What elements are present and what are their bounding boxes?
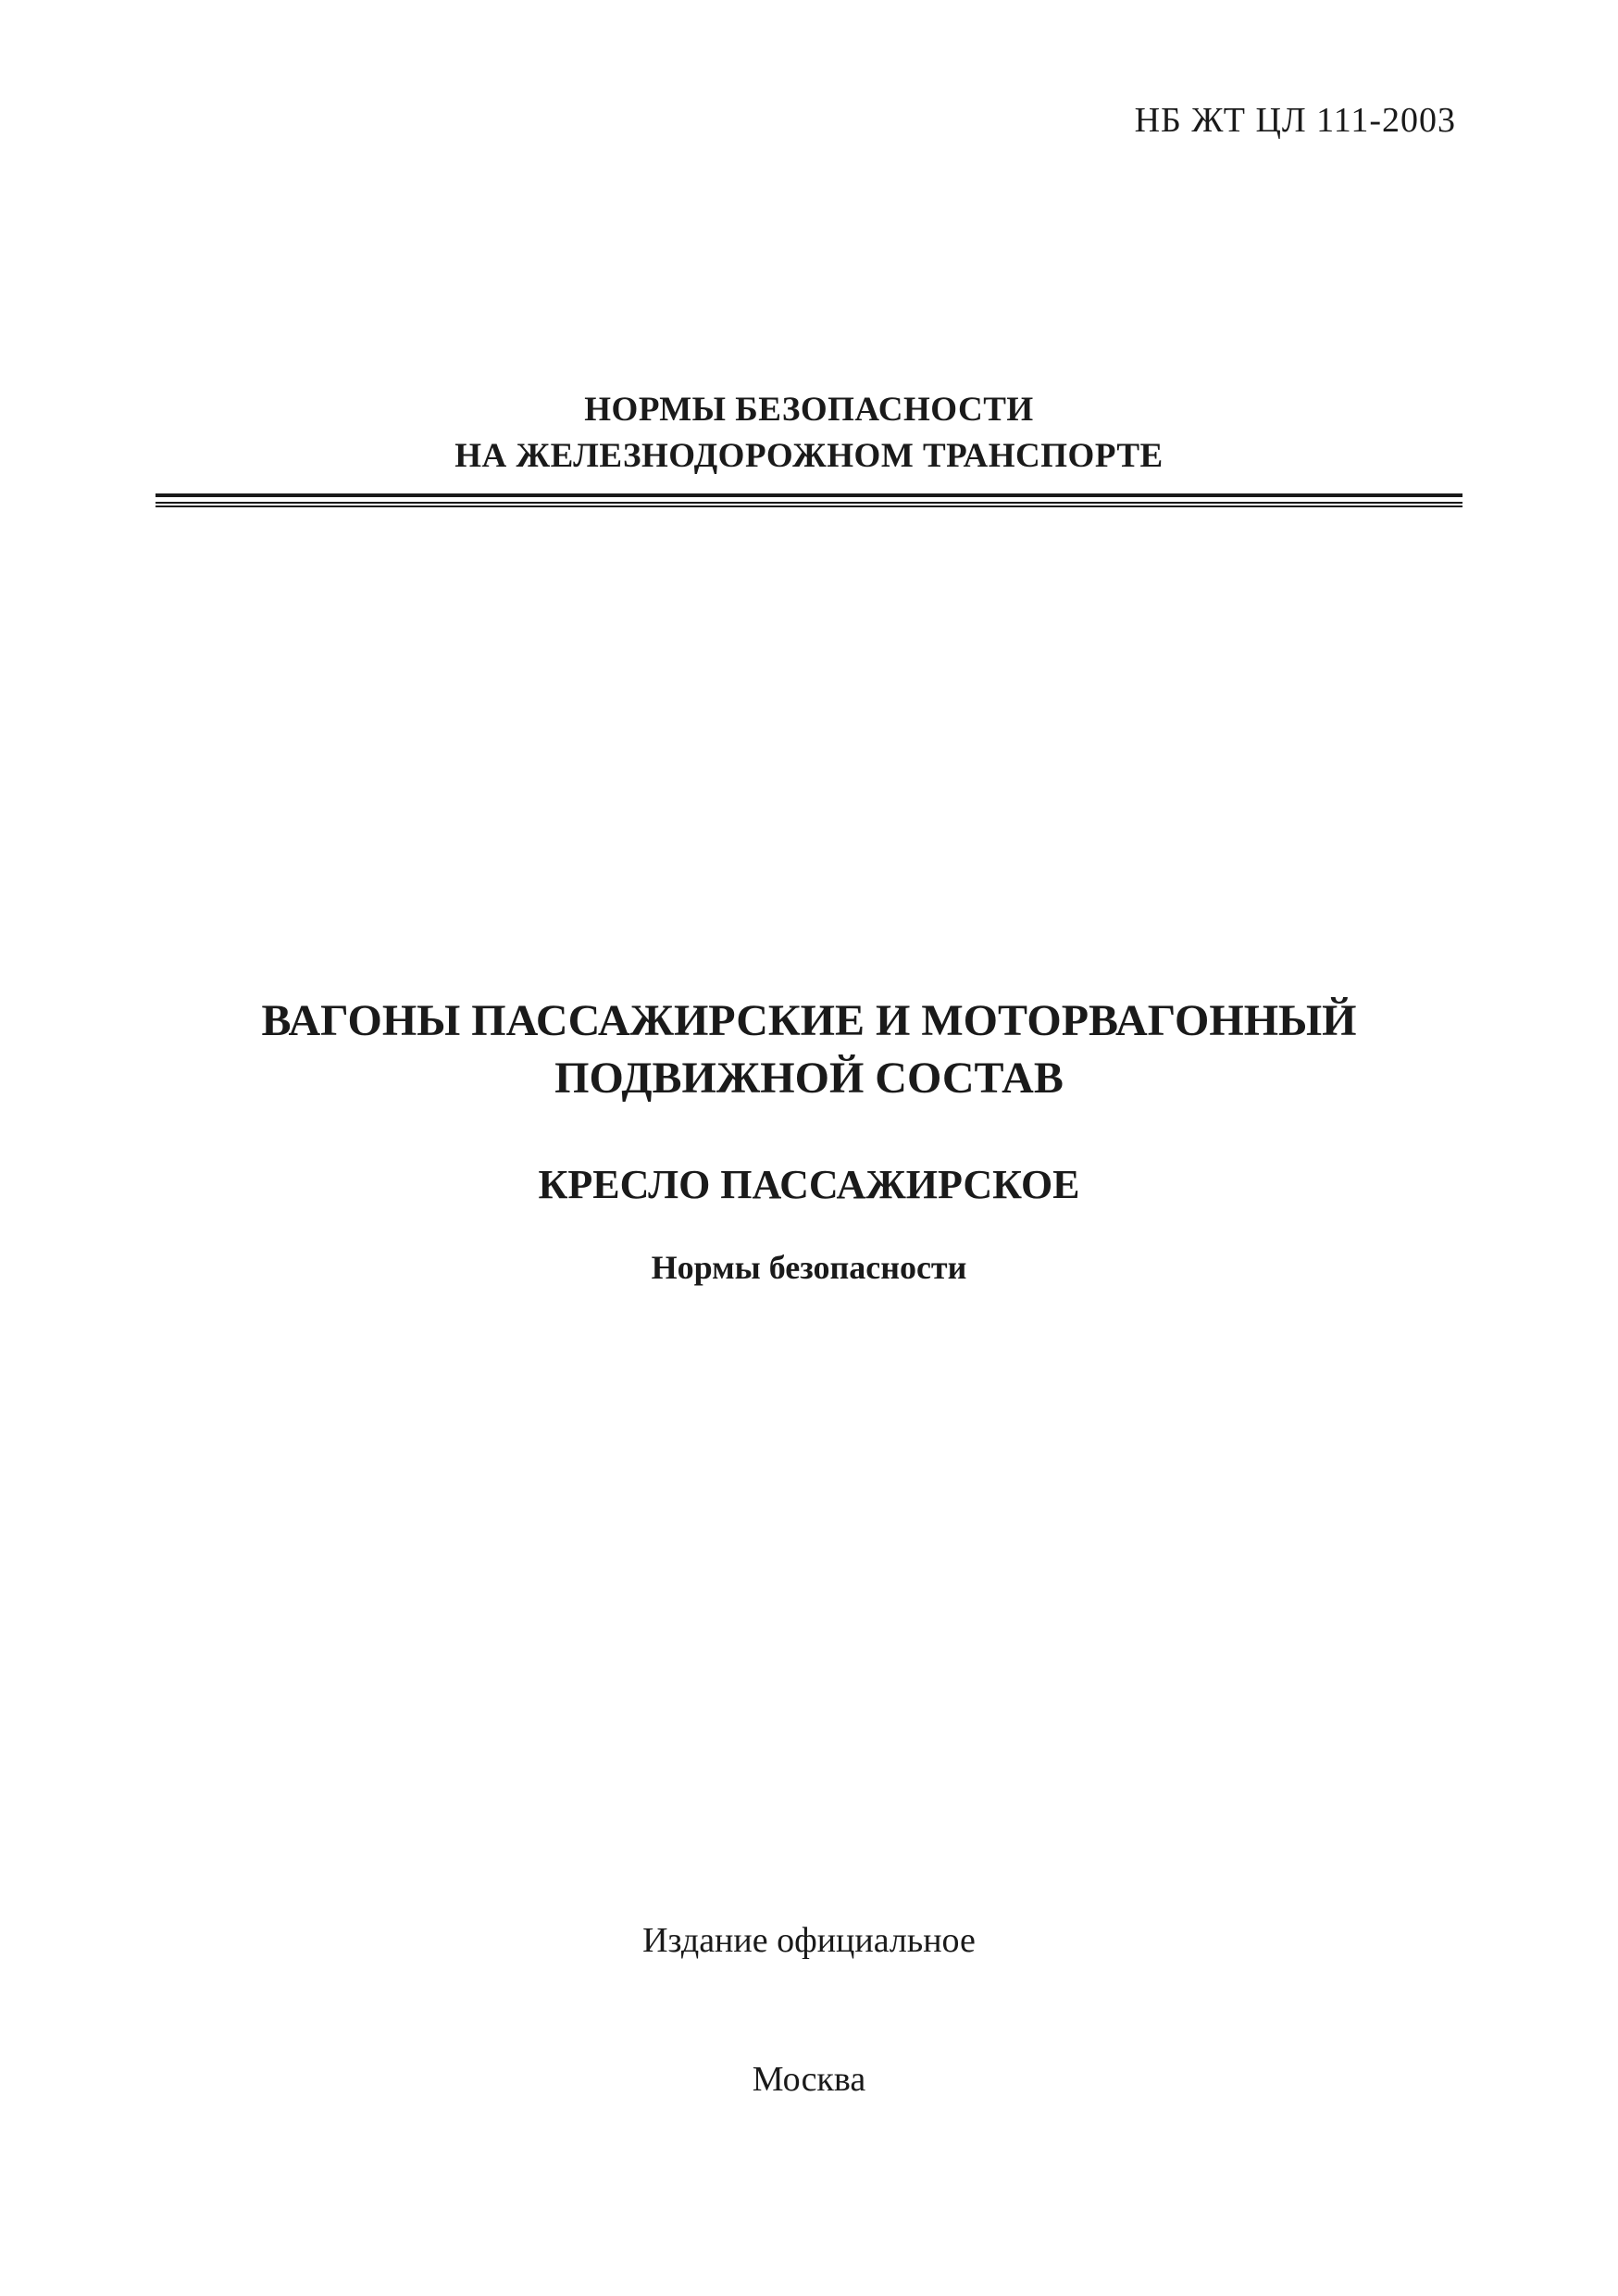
- norms-caption: Нормы безопасности: [651, 1249, 967, 1286]
- rule-thin-1: [156, 502, 1462, 504]
- rule-thin-2: [156, 505, 1462, 507]
- edition-label: Издание официальное: [642, 1921, 976, 1960]
- document-code: НБ ЖТ ЦЛ 111-2003: [1134, 101, 1456, 140]
- triple-rule-divider: [156, 493, 1462, 508]
- city-label: Москва: [752, 2060, 866, 2099]
- sub-title: КРЕСЛО ПАССАЖИРСКОЕ: [538, 1162, 1080, 1207]
- series-title-line-1: НОРМЫ БЕЗОПАСНОСТИ: [584, 391, 1034, 429]
- rule-thick: [156, 493, 1462, 497]
- main-title-line-1: ВАГОНЫ ПАССАЖИРСКИЕ И МОТОРВАГОННЫЙ: [261, 996, 1357, 1045]
- series-title-line-2: НА ЖЕЛЕЗНОДОРОЖНОМ ТРАНСПОРТЕ: [454, 437, 1164, 475]
- main-title: [156, 992, 1462, 1107]
- series-title: [156, 387, 1462, 480]
- main-title-line-2: ПОДВИЖНОЙ СОСТАВ: [554, 1054, 1064, 1103]
